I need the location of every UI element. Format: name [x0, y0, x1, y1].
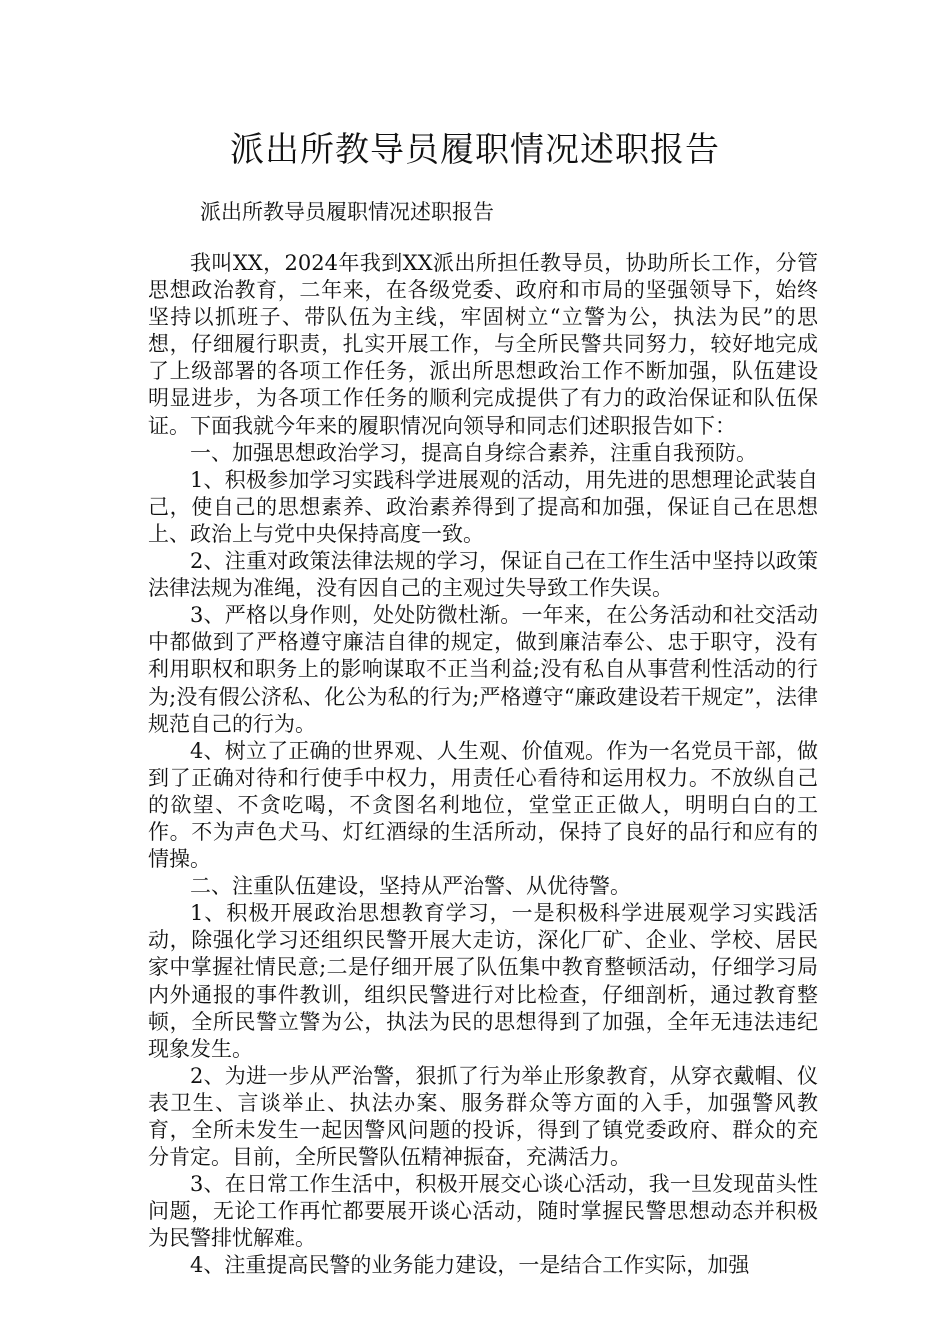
section-heading-2: 二、注重队伍建设，坚持从严治警、从优待警。	[190, 874, 631, 899]
document-subtitle: 派出所教导员履职情况述职报告	[200, 200, 494, 224]
paragraph-2-4: 4、注重提高民警的业务能力建设，一是结合工作实际，加强	[190, 1253, 750, 1278]
document-body	[148, 250, 818, 1280]
document-title: 派出所教导员履职情况述职报告	[230, 130, 720, 170]
paragraph-intro: 我叫XX，2024年我到XX派出所担任教导员，协助所长工作，分管思想政治教育，二年来，在各级党委、政府和市局的坚强领导下，始终坚持以抓班子、带队伍为主线，牢固树立“立警为公，执法为民”的思想，仔细履行职责，扎实开展工作，与全所民警共同努力，较好地完成了上级部署的各项工作任务，派出所思想政治工作不断加强，队伍建设明显进步，为各项工作任务的顺利完成提供了有力的政治保证和队伍保证。下面我就今年来的履职情况向领导和同志们述职报告如下：	[148, 251, 818, 438]
paragraph-1-1: 1、积极参加学习实践科学进展观的活动，用先进的思想理论武装自己，使自己的思想素养、政治素养得到了提高和加强，保证自己在思想上、政治上与党中央保持高度一致。	[148, 467, 818, 546]
paragraph-2-3: 3、在日常工作生活中，积极开展交心谈心活动，我一旦发现苗头性问题，无论工作再忙都要展开谈心活动，随时掌握民警思想动态并积极为民警排忧解难。	[148, 1172, 818, 1251]
section-heading-1: 一、加强思想政治学习，提高自身综合素养，注重自我预防。	[190, 440, 757, 465]
paragraph-2-1: 1、积极开展政治思想教育学习，一是积极科学进展观学习实践活动，除强化学习还组织民警开展大走访，深化厂矿、企业、学校、居民家中掌握社情民意;二是仔细开展了队伍集中教育整顿活动，仔细学习局内外通报的事件教训，组织民警进行对比检查，仔细剖析，通过教育整顿，全所民警立警为公，执法为民的思想得到了加强，全年无违法违纪现象发生。	[148, 901, 818, 1061]
paragraph-2-2: 2、为进一步从严治警，狠抓了行为举止形象教育，从穿衣戴帽、仪表卫生、言谈举止、执法办案、服务群众等方面的入手，加强警风教育，全所未发生一起因警风问题的投诉，得到了镇党委政府、群众的充分肯定。目前，全所民警队伍精神振奋，充满活力。	[148, 1063, 818, 1170]
paragraph-1-2: 2、注重对政策法律法规的学习，保证自己在工作生活中坚持以政策法律法规为准绳，没有因自己的主观过失导致工作失误。	[148, 549, 818, 601]
paragraph-1-3: 3、严格以身作则，处处防微杜渐。一年来，在公务活动和社交活动中都做到了严格遵守廉洁自律的规定，做到廉洁奉公、忠于职守，没有利用职权和职务上的影响谋取不正当利益;没有私自从事营利性活动的行为;没有假公济私、化公为私的行为;严格遵守“廉政建设若干规定”，法律规范自己的行为。	[148, 603, 818, 736]
paragraph-1-4: 4、树立了正确的世界观、人生观、价值观。作为一名党员干部，做到了正确对待和行使手中权力，用责任心看待和运用权力。不放纵自己的欲望、不贪吃喝，不贪图名利地位，堂堂正正做人，明明白白的工作。不为声色犬马、灯红酒绿的生活所动，保持了良好的品行和应有的情操。	[148, 738, 818, 872]
